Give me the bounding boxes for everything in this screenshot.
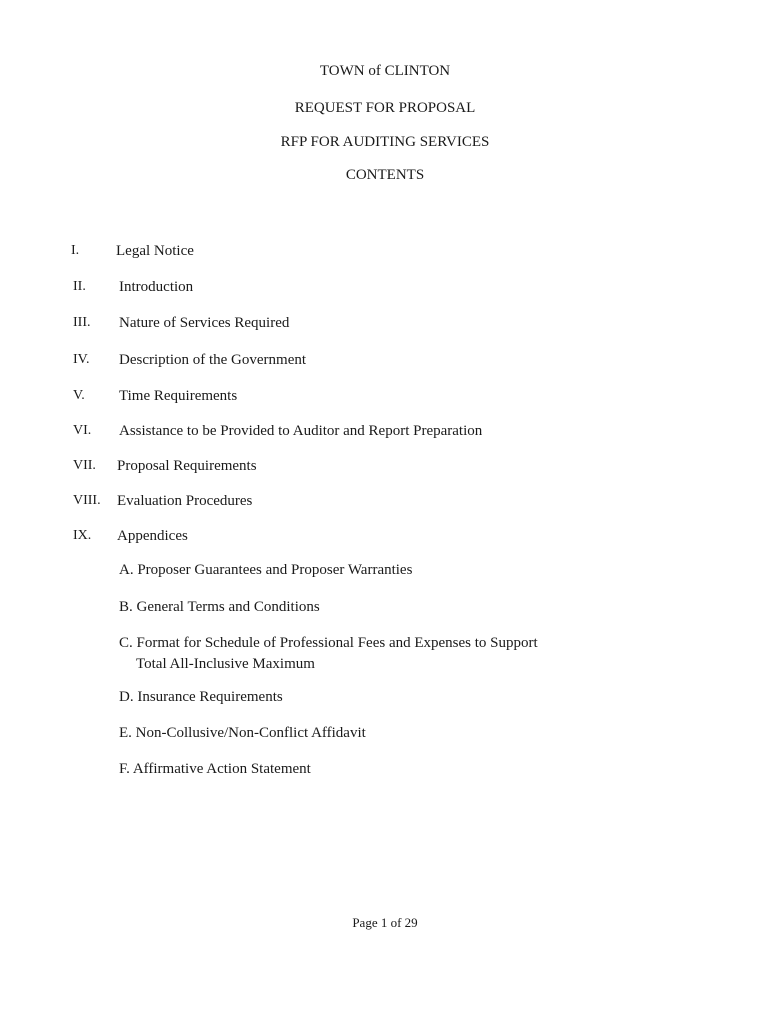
toc-number: IX. bbox=[73, 528, 92, 543]
toc-number: I. bbox=[71, 243, 80, 258]
toc-label: Introduction bbox=[119, 279, 194, 295]
appendix-item-c bbox=[119, 633, 538, 675]
page-number: Page 1 of 29 bbox=[352, 915, 418, 930]
toc-item-description-government bbox=[0, 350, 770, 370]
toc-label: Proposal Requirements bbox=[117, 458, 257, 474]
toc-number: III. bbox=[73, 315, 91, 330]
appendix-item-f: F. Affirmative Action Statement bbox=[119, 761, 311, 777]
toc-label: Legal Notice bbox=[116, 243, 194, 259]
appendix-item-d: D. Insurance Requirements bbox=[119, 689, 283, 705]
toc-item-nature-of-services bbox=[0, 313, 770, 333]
toc-item-proposal-requirements bbox=[0, 456, 770, 476]
contents-heading: CONTENTS bbox=[345, 167, 425, 183]
toc-item-introduction bbox=[0, 277, 770, 297]
toc-label: Nature of Services Required bbox=[119, 315, 290, 331]
toc-item-evaluation-procedures bbox=[0, 491, 770, 511]
toc-label: Evaluation Procedures bbox=[117, 493, 253, 509]
appendix-item-c-line1: C. Format for Schedule of Professional Fees and Expenses to Support bbox=[119, 635, 538, 651]
toc-item-time-requirements bbox=[0, 386, 770, 406]
town-title: TOWN of CLINTON bbox=[319, 63, 451, 79]
rfp-title: RFP FOR AUDITING SERVICES bbox=[280, 134, 490, 150]
toc-label: Description of the Government bbox=[119, 352, 307, 368]
toc-number: VI. bbox=[73, 423, 92, 438]
toc-number: VIII. bbox=[73, 493, 101, 508]
toc-label: Assistance to be Provided to Auditor and Report Preparation bbox=[119, 423, 483, 439]
toc-number: II. bbox=[73, 279, 86, 294]
appendix-item-a: A. Proposer Guarantees and Proposer Warranties bbox=[119, 562, 413, 578]
toc-item-legal-notice bbox=[0, 241, 770, 261]
toc-item-appendices bbox=[0, 526, 770, 546]
toc-item-assistance bbox=[0, 421, 770, 441]
request-title: REQUEST FOR PROPOSAL bbox=[294, 100, 476, 116]
appendix-item-b: B. General Terms and Conditions bbox=[119, 599, 320, 615]
toc-label: Appendices bbox=[117, 528, 188, 544]
appendix-item-e: E. Non-Collusive/Non-Conflict Affidavit bbox=[119, 725, 366, 741]
toc-label: Time Requirements bbox=[119, 388, 238, 404]
appendix-item-c-line2: Total All-Inclusive Maximum bbox=[136, 656, 315, 672]
toc-number: V. bbox=[73, 388, 85, 403]
toc-number: IV. bbox=[73, 352, 90, 367]
toc-number: VII. bbox=[73, 458, 96, 473]
